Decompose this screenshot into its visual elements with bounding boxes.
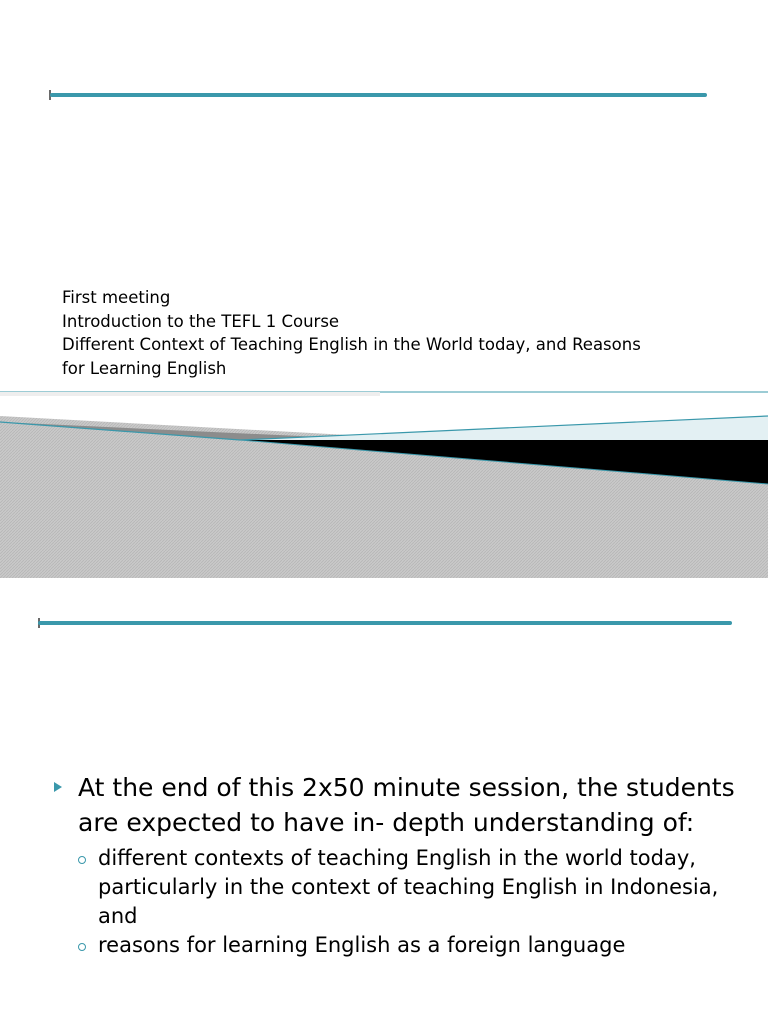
title-line-4: for Learning English (62, 358, 227, 378)
content-divider-line (38, 621, 732, 625)
sub-bullet-2 (78, 931, 754, 960)
sub-bullet-text: reasons for learning English as a foreign language (98, 933, 626, 957)
title-line-2: Introduction to the TEFL 1 Course (62, 311, 340, 331)
band-fade (0, 392, 380, 396)
bullet-arrow-icon (54, 782, 62, 792)
title-divider-line (50, 93, 707, 97)
bullet-circle-icon (78, 943, 86, 951)
sub-bullet-1 (78, 844, 754, 931)
main-bullet-text: At the end of this 2x50 minute session, the students are expected to have in- depth understanding of: (78, 773, 735, 837)
title-line-1: First meeting (62, 288, 171, 307)
decorative-band (0, 386, 768, 578)
bullet-circle-icon (78, 856, 86, 864)
sub-bullet-list (54, 844, 754, 960)
slide-title (62, 286, 702, 380)
sub-bullet-text: different contexts of teaching English in the world today, particularly in the context of teaching English in Indonesia, and (98, 846, 719, 928)
main-bullet (54, 770, 754, 840)
title-line-3: Different Context of Teaching English in the World today, and Reasons (62, 335, 641, 354)
slide-content (54, 770, 754, 960)
